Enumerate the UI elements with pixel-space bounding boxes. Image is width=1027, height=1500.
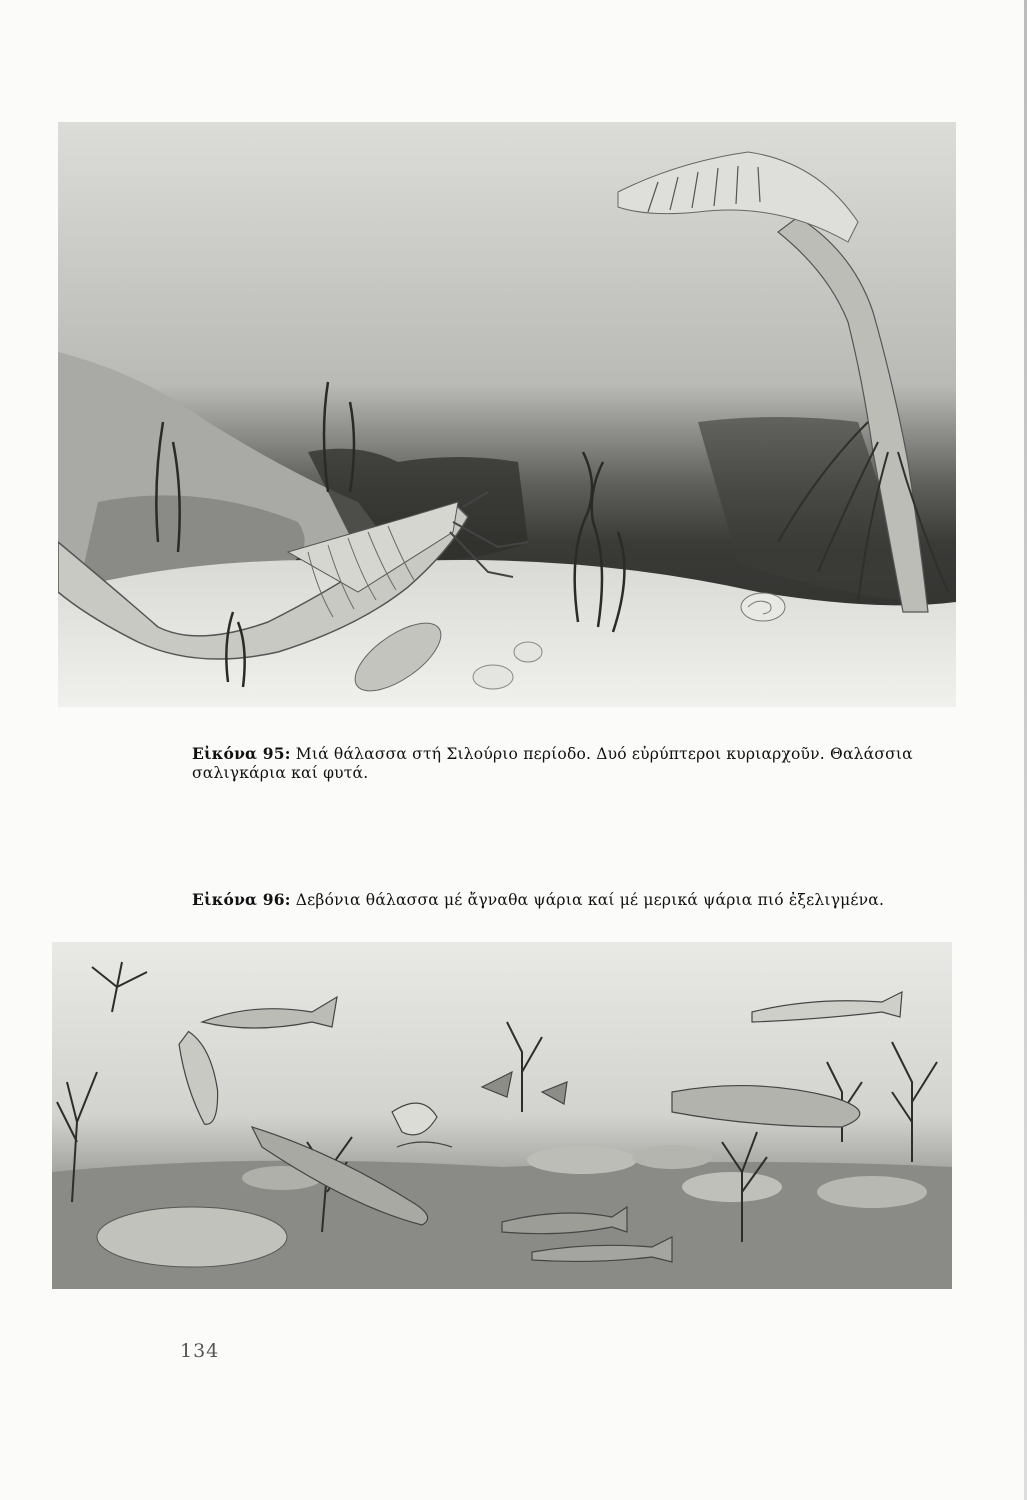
devonian-sea-illustration (52, 942, 952, 1289)
figure-96-text: Δεβόνια θάλασσα μέ ἄγναθα ψάρια καί μέ μερικά ψάρια πιό ἐξελιγμένα. (295, 891, 885, 909)
page-number: 134 (180, 1340, 220, 1362)
figure-95-text: Μιά θάλασσα στή Σιλούριο περίοδο. Δυό εὐρύπτεροι κυριαρχοῦν. Θαλάσσια σαλιγκάρια καί φυτά. (192, 745, 913, 782)
silurian-sea-illustration (58, 122, 956, 707)
figure-96-photo (52, 942, 952, 1289)
figure-96-label: Εἰκόνα 96: (192, 890, 291, 909)
figure-95-label: Εἰκόνα 95: (192, 744, 291, 763)
figure-95-photo (58, 122, 956, 707)
figure-96-caption (192, 890, 972, 910)
figure-95-caption (192, 744, 962, 783)
